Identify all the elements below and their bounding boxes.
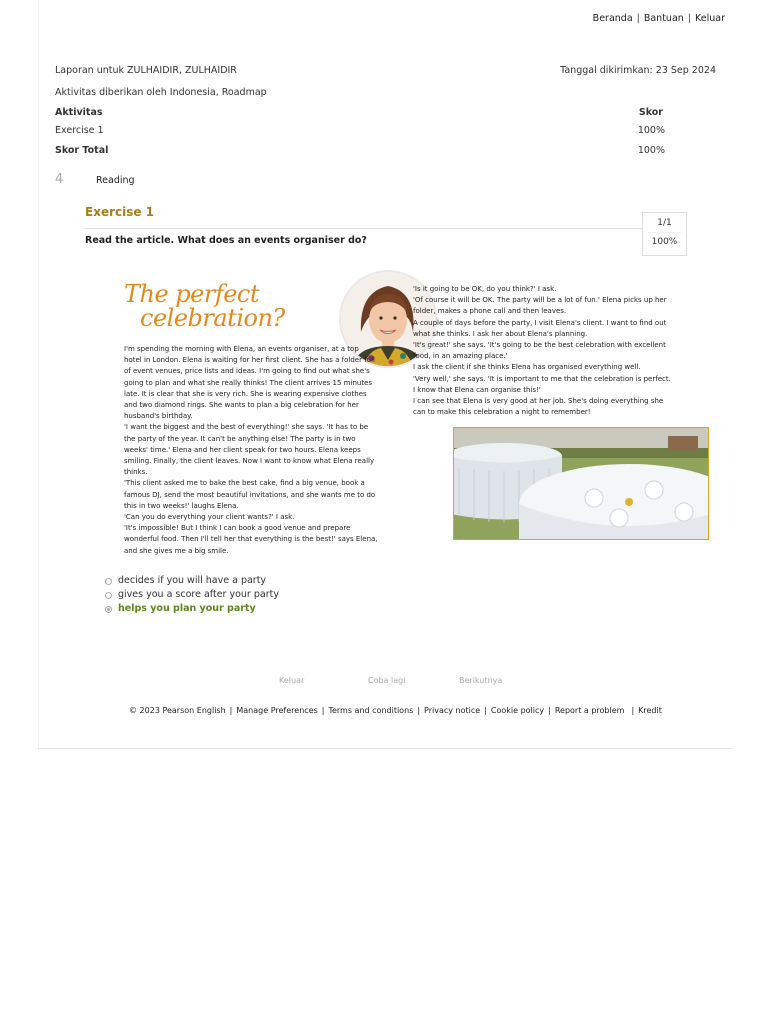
divider bbox=[85, 228, 642, 229]
article-paragraph: 'Is it going to be OK, do you think?' I ask. bbox=[413, 285, 557, 293]
article-column-1 bbox=[124, 344, 378, 557]
article-image bbox=[124, 268, 672, 555]
article-column-2 bbox=[413, 284, 672, 418]
footer bbox=[129, 706, 662, 715]
exercise-title: Exercise 1 bbox=[85, 205, 155, 219]
article-paragraph: 'Of course it will be OK. The party will be a lot of fun.' Elena picks up her folder, makes a phone call and then leaves. bbox=[413, 296, 667, 316]
radio-button[interactable] bbox=[105, 592, 112, 599]
manage-preferences-link[interactable]: Manage Preferences bbox=[236, 706, 318, 715]
article-paragraph: 'I want the biggest and the best of everything!' she says. 'It has to be the party of the year. It can't be anything else! The party is in two weeks' time.' Elena and her client speak for two hours. Elena keeps smiling. Finally, the client leaves. Now I want to know what Elena really thinks. bbox=[124, 423, 375, 477]
answer-options bbox=[105, 574, 279, 616]
report-header bbox=[55, 65, 716, 76]
radio-button[interactable] bbox=[105, 578, 112, 585]
option-label: gives you a score after your party bbox=[118, 589, 279, 600]
credits-link[interactable]: Kredit bbox=[638, 706, 662, 715]
article-paragraph: I can see that Elena is very good at her job. She's doing everything she can to make this celebration a night to remember! bbox=[413, 397, 664, 417]
activity-score: 100% bbox=[637, 125, 665, 136]
sent-date: Tanggal dikirimkan: 23 Sep 2024 bbox=[560, 65, 716, 76]
attempts-count: 1/1 bbox=[648, 213, 681, 233]
article-paragraph: 'It's impossible! But I think I can book a good venue and prepare wonderful food. Then I'll tell her that everything is the best!' says Elena, and she gives me a big smile. bbox=[124, 524, 378, 555]
footer-separator: | bbox=[417, 706, 421, 715]
article-paragraph: 'This client asked me to bake the best cake, find a big venue, book a famous DJ, send the most beautiful invitations, and she wants me to do this in two weeks!' laughs Elena. bbox=[124, 479, 376, 510]
answer-option[interactable] bbox=[105, 588, 279, 602]
total-label: Skor Total bbox=[55, 145, 109, 156]
report-page bbox=[38, 0, 733, 749]
article-paragraph: A couple of days before the party, I visit Elena's client. I want to find out what she thinks. I ask her about Elena's planning. bbox=[413, 318, 667, 338]
nav-separator: | bbox=[636, 13, 640, 24]
article-paragraph: 'It's great!' she says. 'It's going to be the best celebration with excellent food, in an amazing place.' bbox=[413, 341, 666, 361]
answer-option-correct[interactable] bbox=[105, 602, 279, 616]
logout-link[interactable]: Keluar bbox=[695, 13, 725, 24]
option-label: helps you plan your party bbox=[118, 603, 256, 614]
terms-link[interactable]: Terms and conditions bbox=[328, 706, 414, 715]
answer-option[interactable] bbox=[105, 574, 279, 588]
score-table-header bbox=[55, 107, 716, 118]
total-score: 100% bbox=[637, 145, 665, 156]
article-title-line2: celebration? bbox=[140, 304, 285, 332]
total-row bbox=[55, 145, 716, 156]
footer-separator: | bbox=[548, 706, 551, 715]
exercise-score: 100% bbox=[651, 237, 678, 247]
exercise-question: Read the article. What does an events organiser do? bbox=[85, 235, 367, 246]
home-link[interactable]: Beranda bbox=[592, 13, 633, 24]
exercise-score-box bbox=[642, 212, 687, 256]
footer-separator: | bbox=[631, 706, 635, 715]
given-by-row bbox=[55, 87, 716, 98]
cookie-policy-link[interactable]: Cookie policy bbox=[490, 706, 545, 715]
footer-separator: | bbox=[229, 706, 233, 715]
nav-separator: | bbox=[687, 13, 691, 24]
unit-number: 4 bbox=[55, 172, 64, 187]
help-link[interactable]: Bantuan bbox=[643, 13, 684, 24]
retry-button[interactable]: Coba lagi bbox=[368, 676, 406, 685]
next-button[interactable]: Berikutnya bbox=[459, 676, 503, 685]
party-tables-photo bbox=[453, 427, 709, 540]
report-problem-link[interactable]: Report a problem bbox=[554, 706, 625, 715]
footer-separator: | bbox=[484, 706, 487, 715]
article-paragraph: 'Very well,' she says. 'It is important to me that the celebration is perfect. I know that Elena can organise this!' bbox=[413, 374, 671, 394]
article-title-line1: The perfect bbox=[124, 280, 260, 308]
top-nav bbox=[593, 13, 725, 24]
article-paragraph: I ask the client if she thinks Elena has organised everything well. bbox=[413, 363, 641, 372]
given-by-label: Aktivitas diberikan oleh Indonesia, Roadmap bbox=[55, 87, 267, 98]
article-paragraph: 'Can you do everything your client wants?' I ask. bbox=[124, 513, 295, 522]
unit-name: Reading bbox=[96, 175, 135, 186]
activity-column-header: Aktivitas bbox=[55, 107, 103, 118]
option-label: decides if you will have a party bbox=[118, 575, 267, 586]
article-title bbox=[124, 282, 285, 330]
copyright: © 2023 Pearson English bbox=[129, 706, 226, 715]
privacy-link[interactable]: Privacy notice bbox=[424, 706, 481, 715]
radio-button-selected[interactable] bbox=[105, 606, 112, 613]
footer-separator: | bbox=[321, 706, 325, 715]
activity-name: Exercise 1 bbox=[55, 125, 104, 136]
report-for-label: Laporan untuk ZULHAIDIR, ZULHAIDIR bbox=[55, 65, 237, 76]
exit-button[interactable]: Keluar bbox=[279, 676, 305, 685]
score-column-header: Skor bbox=[638, 107, 663, 118]
table-row bbox=[55, 125, 716, 136]
article-paragraph: I'm spending the morning with Elena, an events organiser, at a top hotel in London. Elena is waiting for her first client. She has a folder full of event venues, price lists and ideas. I'm going to find out what she's going to plan and what she really thinks! The client arrives 15 minutes late. It is clear that she is very rich. She is wearing expensive clothes and two diamond rings. She wants to plan a big celebration for her husband's birthday. bbox=[124, 345, 375, 421]
